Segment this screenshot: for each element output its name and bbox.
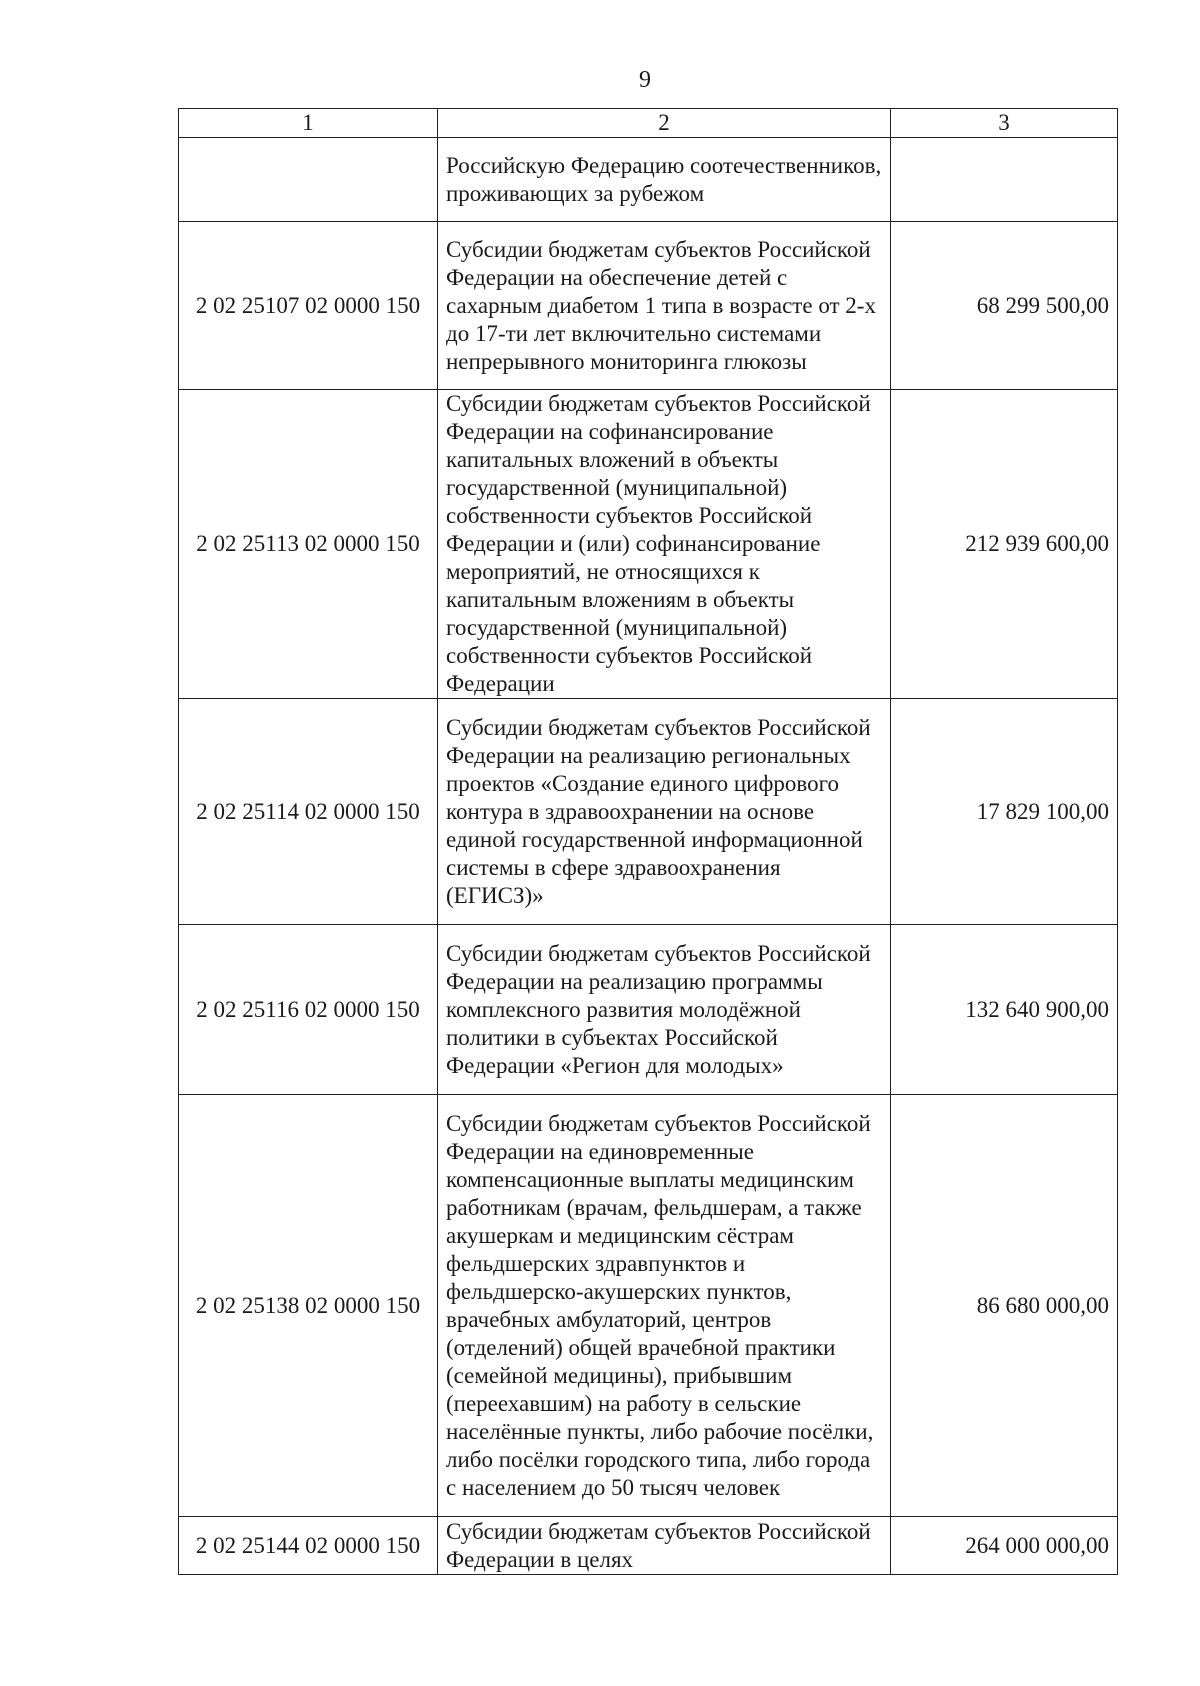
budget-code: 2 02 25114 02 0000 150 [179, 699, 438, 925]
table-row [179, 1095, 1118, 1517]
row-amount: 17 829 100,00 [891, 699, 1118, 925]
table-row [179, 699, 1118, 925]
column-header-2: 2 [438, 109, 891, 138]
table-row [179, 138, 1118, 222]
table-row [179, 222, 1118, 390]
budget-code: 2 02 25113 02 0000 150 [179, 390, 438, 699]
row-description: Субсидии бюджетам субъектов Российской Федерации на реализацию региональных проектов «Создание единого цифрового контура в здравоохранении на основе единой государственной информационной системы в сфере здравоохранения (ЕГИСЗ)» [438, 699, 891, 925]
budget-code: 2 02 25116 02 0000 150 [179, 925, 438, 1095]
row-amount: 132 640 900,00 [891, 925, 1118, 1095]
table-row [179, 925, 1118, 1095]
row-amount: 86 680 000,00 [891, 1095, 1118, 1517]
column-header-3: 3 [891, 109, 1118, 138]
row-description: Субсидии бюджетам субъектов Российской Федерации в целях [438, 1517, 891, 1575]
table-header-row [179, 109, 1118, 138]
column-header-1: 1 [179, 109, 438, 138]
budget-table [178, 108, 1118, 1575]
budget-code: 2 02 25107 02 0000 150 [179, 222, 438, 390]
budget-code [179, 138, 438, 222]
row-description: Субсидии бюджетам субъектов Российской Федерации на софинансирование капитальных вложений в объекты государственной (муниципальной) собственности субъектов Российской Федерации и (или) софинансирование мероприятий, не относящихся к капитальным вложениям в объекты государственной (муниципальной) собственности субъектов Российской Федерации [438, 390, 891, 699]
budget-code: 2 02 25138 02 0000 150 [179, 1095, 438, 1517]
row-amount: 264 000 000,00 [891, 1517, 1118, 1575]
table-row [179, 390, 1118, 699]
row-amount: 212 939 600,00 [891, 390, 1118, 699]
row-description: Российскую Федерацию соотечественников, проживающих за рубежом [438, 138, 891, 222]
row-description: Субсидии бюджетам субъектов Российской Федерации на реализацию программы комплексного развития молодёжной политики в субъектах Российской Федерации «Регион для молодых» [438, 925, 891, 1095]
row-amount [891, 138, 1118, 222]
row-amount: 68 299 500,00 [891, 222, 1118, 390]
row-description: Субсидии бюджетам субъектов Российской Федерации на единовременные компенсационные выплаты медицинским работникам (врачам, фельдшерам, а также акушеркам и медицинским сёстрам фельдшерских здравпунктов и фельдшерско-акушерских пунктов, врачебных амбулаторий, центров (отделений) общей врачебной практики (семейной медицины), прибывшим (переехавшим) на работу в сельские населённые пункты, либо рабочие посёлки, либо посёлки городского типа, либо города с населением до 50 тысяч человек [438, 1095, 891, 1517]
row-description: Субсидии бюджетам субъектов Российской Федерации на обеспечение детей с сахарным диабетом 1 типа в возрасте от 2-х до 17-ти лет включительно системами непрерывного мониторинга глюкозы [438, 222, 891, 390]
page-number: 9 [639, 67, 651, 93]
budget-code: 2 02 25144 02 0000 150 [179, 1517, 438, 1575]
table-row [179, 1517, 1118, 1575]
